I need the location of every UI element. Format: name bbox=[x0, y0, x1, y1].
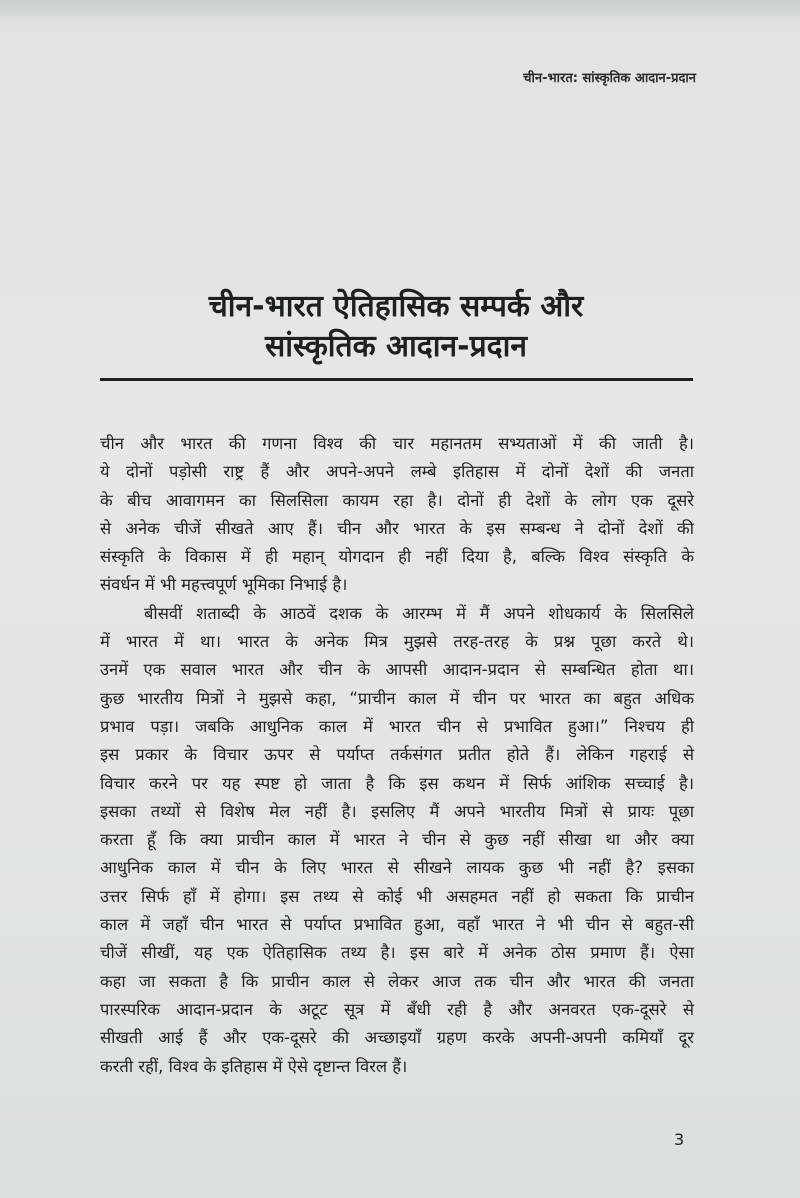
chapter-title-line-2: सांस्कृतिक आदान-प्रदान bbox=[265, 329, 527, 364]
page-top-shadow bbox=[0, 0, 800, 24]
text-line: में भारत में था। भारत के अनेक मित्र मुझसे तरह-तरह के प्रश्न पूछा करते थे। bbox=[100, 632, 694, 652]
text-line: उत्तर सिर्फ हाँ में होगा। इस तथ्य से कोई भी असहमत नहीं हो सकता कि प्राचीन bbox=[100, 886, 694, 906]
text-line: इसका तथ्यों से विशेष मेल नहीं है। इसलिए मैं अपने भारतीय मित्रों से प्रायः पूछा bbox=[100, 801, 694, 821]
text-line: चीन और भारत की गणना विश्व की चार महानतम सभ्यताओं में की जाती है। bbox=[100, 434, 694, 453]
text-line: प्रभाव पड़ा। जबकि आधुनिक काल में भारत चीन से प्रभावित हुआ।” निश्चय ही bbox=[100, 716, 694, 736]
text-line: काल में जहाँ चीन भारत से पर्याप्त प्रभावित हुआ, वहाँ भारत ने भी चीन से बहुत-सी bbox=[100, 915, 694, 935]
text-line: आधुनिक काल में चीन के लिए भारत से सीखने लायक कुछ भी नहीं है? इसका bbox=[100, 858, 694, 878]
text-line: बीसवीं शताब्दी के आठवें दशक के आरम्भ में मैं अपने शोधकार्य के सिलसिले bbox=[144, 603, 694, 623]
text-line: ये दोनों पड़ोसी राष्ट्र हैं और अपने-अपने लम्बे इतिहास में दोनों देशों की जनता bbox=[100, 462, 694, 482]
paragraph-2 bbox=[100, 600, 694, 1081]
text-line: उनमें एक सवाल भारत और चीन के आपसी आदान-प्रदान से सम्बन्धित होता था। bbox=[100, 660, 694, 680]
body-text bbox=[100, 430, 694, 1081]
text-line: करता हूँ कि क्या प्राचीन काल में भारत ने चीन से कुछ नहीं सीखा था और क्या bbox=[100, 830, 694, 850]
text-line: से अनेक चीजें सीखते आए हैं। चीन और भारत के इस सम्बन्ध ने दोनों देशों की bbox=[100, 518, 694, 538]
text-line: विचार करने पर यह स्पष्ट हो जाता है कि इस कथन में सिर्फ आंशिक सच्चाई है। bbox=[100, 773, 694, 793]
page-number: 3 bbox=[674, 1130, 685, 1149]
text-line: चीजें सीखीं, यह एक ऐतिहासिक तथ्य है। इस बारे में अनेक ठोस प्रमाण हैं। ऐसा bbox=[100, 943, 694, 963]
text-line: करती रहीं, विश्व के इतिहास में ऐसे दृष्टान्त विरल हैं। bbox=[100, 1056, 408, 1076]
text-line: के बीच आवागमन का सिलसिला कायम रहा है। दोनों ही देशों के लोग एक दूसरे bbox=[100, 490, 694, 510]
running-header: चीन-भारत: सांस्कृतिक आदान-प्रदान bbox=[523, 71, 696, 86]
text-line: कुछ भारतीय मित्रों ने मुझसे कहा, “प्राचीन काल में चीन पर भारत का बहुत अधिक bbox=[100, 688, 694, 708]
text-line: सीखती आई हैं और एक-दूसरे की अच्छाइयाँ ग्रहण करके अपनी-अपनी कमियाँ दूर bbox=[100, 1028, 694, 1048]
text-line: पारस्परिक आदान-प्रदान के अटूट सूत्र में बँधी रही है और अनवरत एक-दूसरे से bbox=[100, 999, 694, 1019]
text-line: संवर्धन में भी महत्त्वपूर्ण भूमिका निभाई है। bbox=[100, 575, 348, 595]
text-line: कहा जा सकता है कि प्राचीन काल से लेकर आज तक चीन और भारत की जनता bbox=[100, 971, 694, 991]
text-line: इस प्रकार के विचार ऊपर से पर्याप्त तर्कसंगत प्रतीत होते हैं। लेकिन गहराई से bbox=[100, 745, 694, 765]
text-line: संस्कृति के विकास में ही महान् योगदान ही नहीं दिया है, बल्कि विश्व संस्कृति के bbox=[100, 547, 694, 567]
title-underline bbox=[100, 378, 693, 381]
paragraph-1 bbox=[100, 430, 694, 600]
chapter-title-line-1: चीन-भारत ऐतिहासिक सम्पर्क और bbox=[208, 289, 584, 324]
